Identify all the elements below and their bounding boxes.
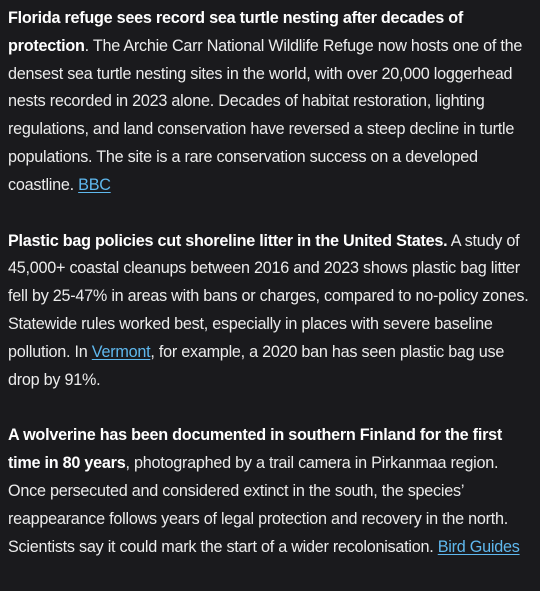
news-body: , photographed by a trail camera in Pirkanmaa region. Once persecuted and considered extinct in the south, the species’ reappearance follows years of legal protection and recovery in the north. Scientists say it could mark the start of a wider recolonisation. [8, 454, 509, 556]
source-link-bbc[interactable]: BBC [78, 175, 111, 194]
news-item-turtles [8, 5, 534, 200]
news-headline: A wolverine has been documented in southern Finland for the first time in 80 years [8, 426, 503, 473]
news-headline: Florida refuge sees record sea turtle nesting after decades of protection [8, 9, 463, 55]
news-item-paragraph [8, 228, 534, 395]
news-item-paragraph [8, 422, 534, 561]
news-body: A study of 45,000+ coastal cleanups between 2016 and 2023 shows plastic bag litter fell by 25-47% in areas with bans or charges, compared to no-policy zones. Statewide rules worked best, especially in places with severe baseline pollution. In [8, 231, 529, 361]
inline-link-vermont[interactable]: Vermont [91, 342, 151, 361]
source-link-bird-guides[interactable]: Bird Guides [437, 537, 520, 556]
news-feed [8, 5, 534, 561]
news-item-paragraph [8, 5, 534, 200]
news-item-plastic-bags [8, 228, 534, 395]
news-body: . The Archie Carr National Wildlife Refuge now hosts one of the densest sea turtle nesting sites in the world, with over 20,000 loggerhead nests recorded in 2023 alone. Decades of habitat restoration, lighting regulations, and land conservation have reversed a steep decline in turtle populations. The site is a rare conservation success on a developed coastline. [8, 36, 523, 194]
news-body-continued: , for example, a 2020 ban has seen plastic bag use drop by 91%. [8, 342, 505, 389]
news-item-wolverine [8, 422, 534, 561]
news-headline: Plastic bag policies cut shoreline litter in the United States. [8, 231, 448, 250]
